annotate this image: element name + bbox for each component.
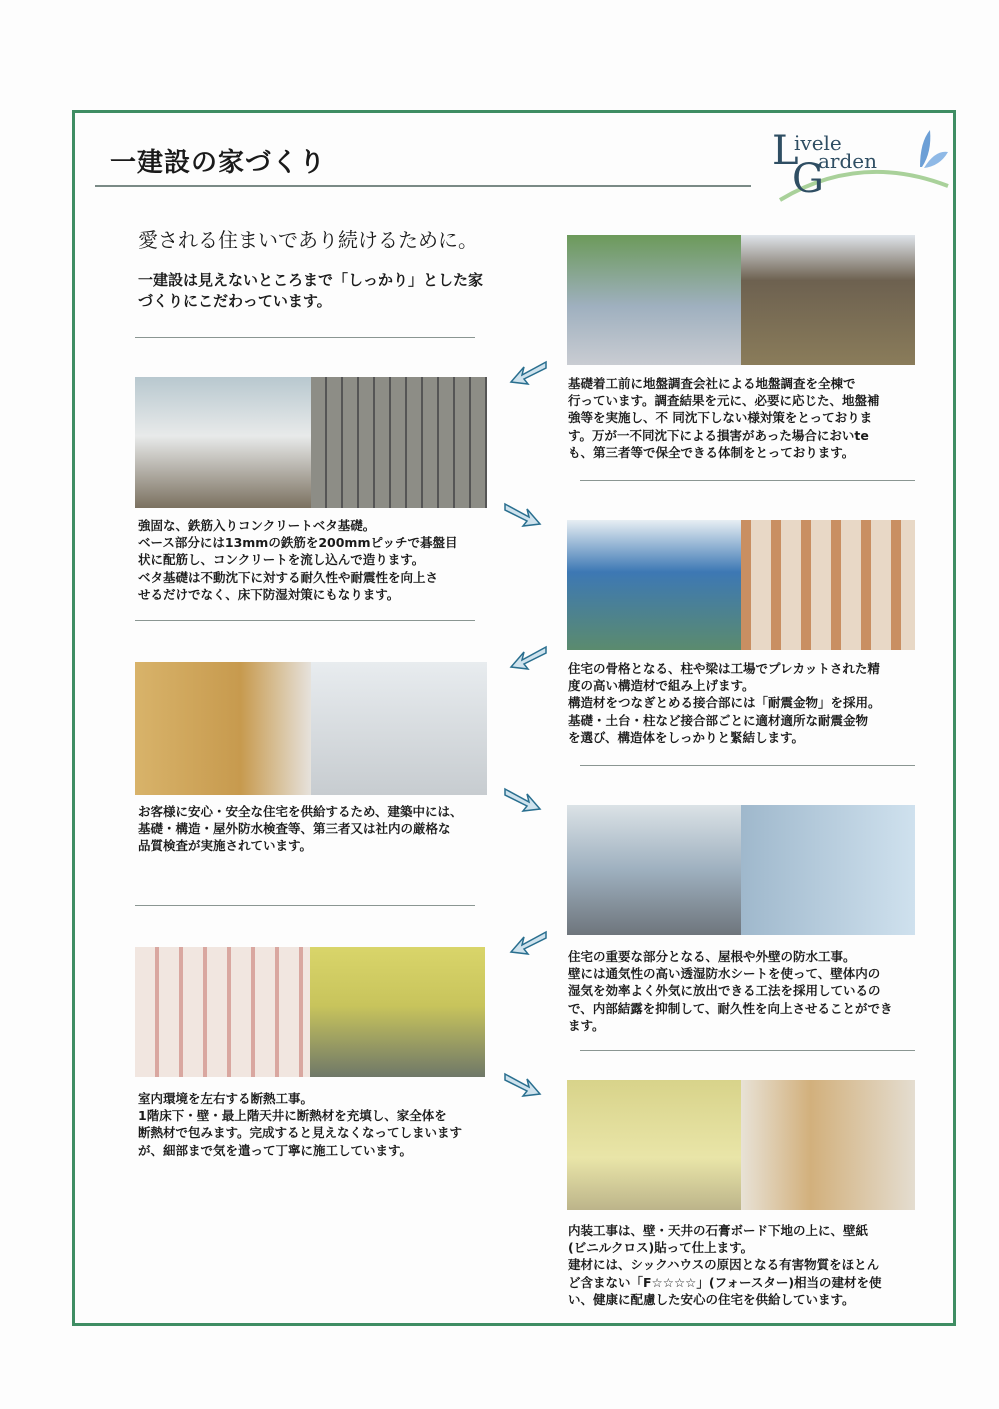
step-caption: 基礎着工前に地盤調査会社による地盤調査を全棟で 行っています。調査結果を元に、必要に応じた、地盤補 強等を実施し、不 同沈下しない様対策をとっておりま す。万が一不同沈下による損害があった場合においte も、第三者等で保全できる体制をとっております。 bbox=[568, 376, 880, 460]
divider bbox=[135, 620, 475, 621]
intro-text bbox=[138, 270, 483, 312]
intro-line: 一建設は見えないところまで「しっかり」とした家 bbox=[138, 271, 484, 289]
title-divider bbox=[95, 185, 751, 187]
step-caption: 強固な、鉄筋入りコンクリートベタ基礎。 ベース部分には13mmの鉄筋を200mmピッチで碁盤目 状に配筋し、コンクリートを流し込んで造ります。 ベタ基礎は不動沈下に対する耐久性や耐震性を向上さ せるだけでなく、床下防湿対策にもなります。 bbox=[138, 518, 458, 602]
photo-waterproofing bbox=[567, 805, 915, 935]
svg-text:ivele: ivele bbox=[794, 131, 842, 155]
photo-inspection bbox=[135, 662, 487, 795]
divider bbox=[580, 1050, 915, 1051]
subtitle: 愛される住まいであり続けるために。 bbox=[138, 228, 478, 252]
page-title: 一建設の家づくり bbox=[110, 148, 327, 178]
divider bbox=[135, 905, 475, 906]
photo-foundation bbox=[135, 377, 487, 508]
livele-garden-logo bbox=[770, 122, 950, 204]
photo-ground-survey bbox=[567, 235, 915, 365]
arrow-down-left-icon bbox=[508, 358, 548, 388]
step-caption: お客様に安心・安全な住宅を供給するため、建築中には、 基礎・構造・屋外防水検査等、第三者又は社内の厳格な 品質検査が実施されています。 bbox=[138, 804, 463, 854]
arrow-down-left-icon bbox=[508, 928, 548, 958]
step-caption: 住宅の骨格となる、柱や梁は工場でプレカットされた精 度の高い構造材で組み上げます。 構造材をつなぎとめる接合部には「耐震金物」を採用。 基礎・土台・柱など接合部ごとに適材適所な耐震金物 を選び、構造体をしっかりと緊結します。 bbox=[568, 661, 881, 745]
divider bbox=[580, 765, 915, 766]
arrow-down-right-icon bbox=[503, 1070, 543, 1100]
intro-line: づくりにこだわっています。 bbox=[138, 292, 332, 310]
photo-insulation bbox=[135, 947, 485, 1077]
divider bbox=[580, 480, 915, 481]
step-caption: 住宅の重要な部分となる、屋根や外壁の防水工事。 壁には通気性の高い透湿防水シートを使って、壁体内の 湿気を効率よく外気に放出できる工法を採用しているの で、内部結露を抑制して、耐久性を向上させることができ ます。 bbox=[568, 949, 893, 1033]
photo-interior bbox=[567, 1080, 915, 1210]
arrow-down-left-icon bbox=[508, 643, 548, 673]
svg-text:arden: arden bbox=[818, 149, 878, 173]
svg-text:L: L bbox=[772, 128, 799, 174]
step-caption: 室内環境を左右する断熱工事。 1階床下・壁・最上階天井に断熱材を充填し、家全体を 断熱材で包みます。完成すると見えなくなってしまいます が、細部まで気を遣って丁寧に施工しています。 bbox=[138, 1091, 463, 1158]
svg-text:G: G bbox=[792, 156, 824, 202]
photo-framing bbox=[567, 520, 915, 650]
arrow-down-right-icon bbox=[503, 785, 543, 815]
step-caption: 内装工事は、壁・天井の石膏ボード下地の上に、壁紙 (ビニルクロス)貼って仕上ます。 建材には、シックハウスの原因となる有害物質をほとん ど含まない「F☆☆☆☆」(フォースター)相当の建材を使 い、健康に配慮した安心の住宅を供給しています。 bbox=[568, 1223, 882, 1307]
divider bbox=[135, 337, 475, 338]
arrow-down-right-icon bbox=[503, 500, 543, 530]
